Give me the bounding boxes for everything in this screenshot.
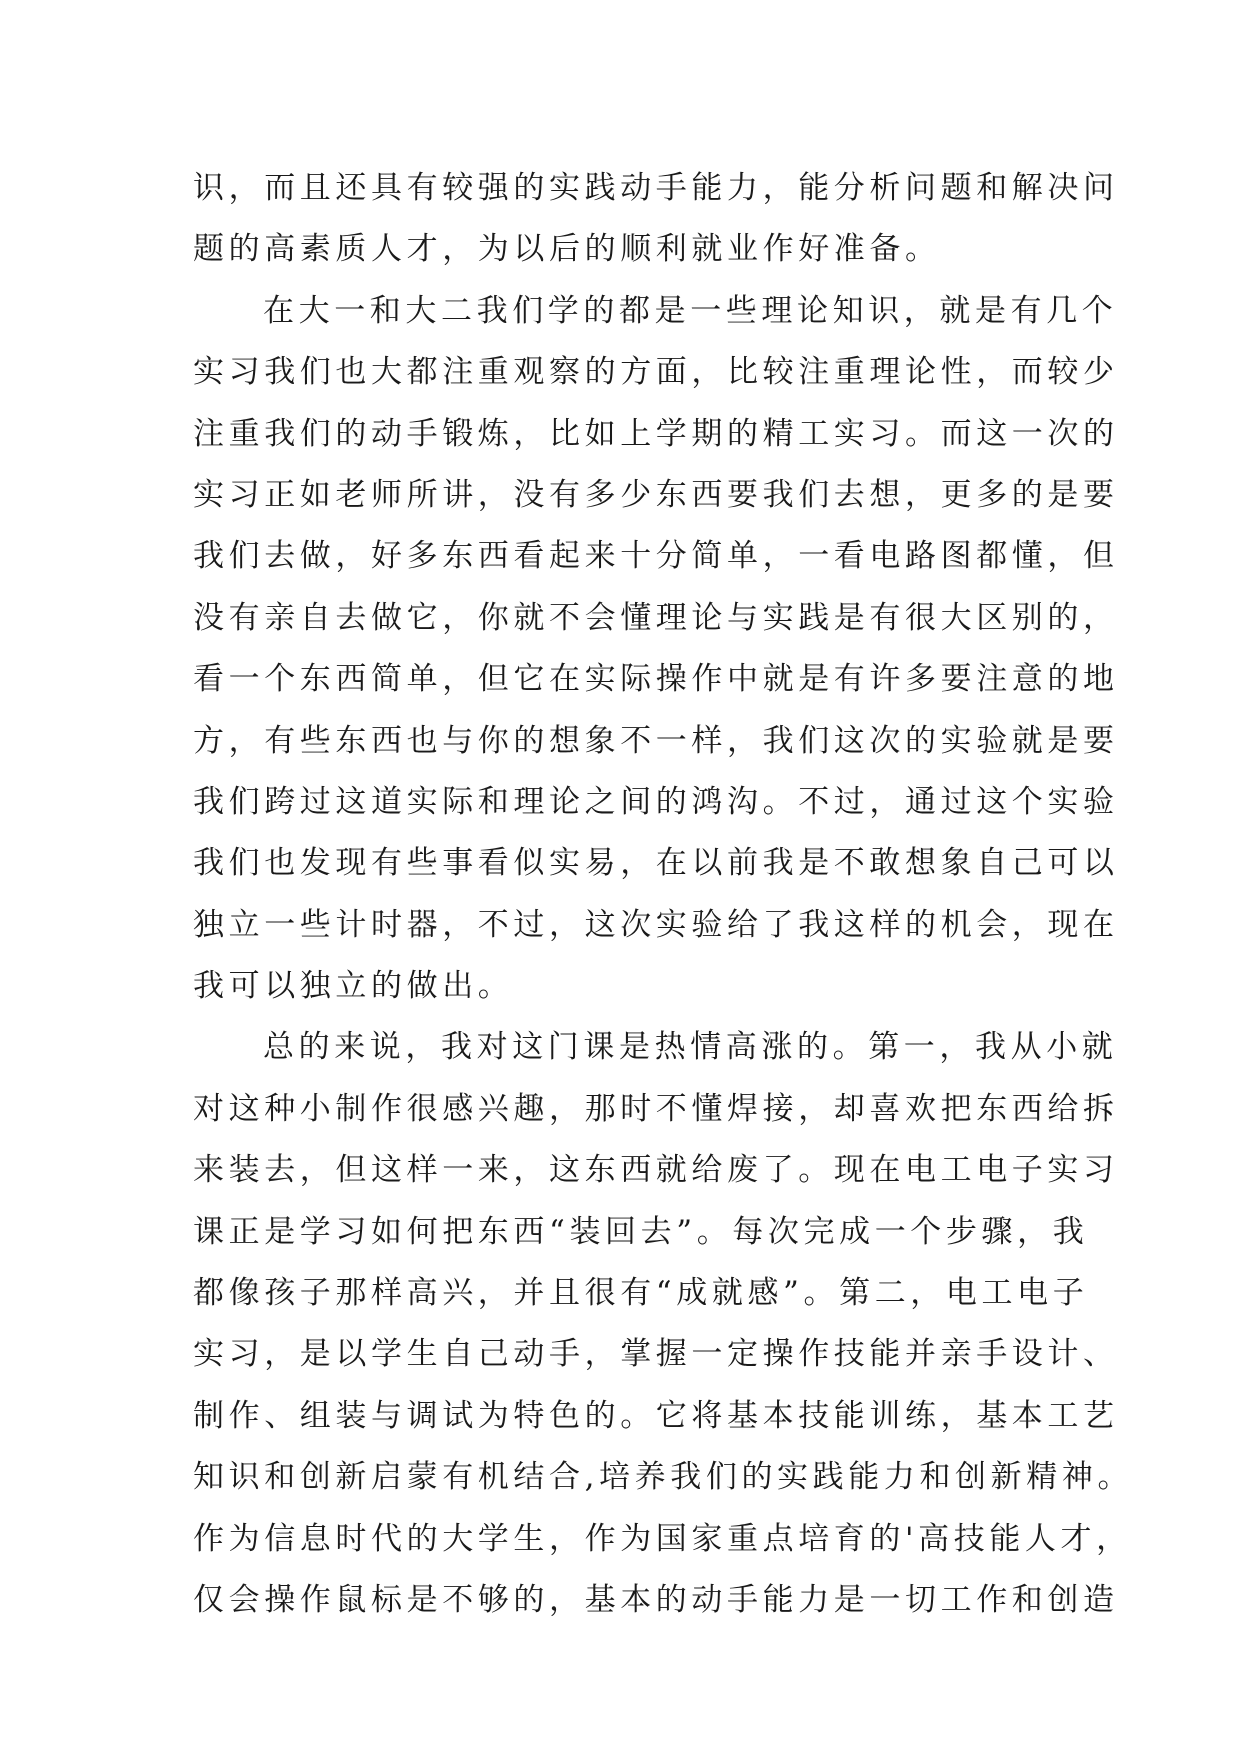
text-line: 题的高素质人才，为以后的顺利就业作好准备。 xyxy=(193,231,941,268)
text-line: 知识和创新启蒙有机结合,培养我们的实践能力和创新精神。 xyxy=(193,1459,1134,1496)
text-line: 仅会操作鼠标是不够的，基本的动手能力是一切工作和创造 xyxy=(193,1581,1119,1618)
paragraph-start-line: 在大一和大二我们学的都是一些理论知识，就是有几个 xyxy=(263,292,1118,329)
paragraph-start-line: 总的来说，我对这门课是热情高涨的。第一，我从小就 xyxy=(263,1029,1118,1066)
text-line: 我可以独立的做出。 xyxy=(193,968,514,1005)
text-line: 注重我们的动手锻炼，比如上学期的精工实习。而这一次的 xyxy=(193,415,1119,452)
text-line: 实习正如老师所讲，没有多少东西要我们去想，更多的是要 xyxy=(193,476,1119,513)
text-line: 识，而且还具有较强的实践动手能力，能分析问题和解决问 xyxy=(193,170,1119,206)
text-line: 没有亲自去做它，你就不会懂理论与实践是有很大区别的， xyxy=(193,599,1119,636)
text-line: 制作、组装与调试为特色的。它将基本技能训练，基本工艺 xyxy=(193,1397,1119,1434)
text-line: 独立一些计时器，不过，这次实验给了我这样的机会，现在 xyxy=(193,906,1119,943)
text-line: 实习，是以学生自己动手，掌握一定操作技能并亲手设计、 xyxy=(193,1336,1119,1373)
text-line: 我们也发现有些事看似实易，在以前我是不敢想象自己可以 xyxy=(193,845,1119,882)
text-line: 对这种小制作很感兴趣，那时不懂焊接，却喜欢把东西给拆 xyxy=(193,1090,1119,1127)
text-line: 作为信息时代的大学生，作为国家重点培育的'高技能人才， xyxy=(193,1520,1132,1557)
body-text xyxy=(193,158,1134,1631)
text-line: 看一个东西简单，但它在实际操作中就是有许多要注意的地 xyxy=(193,661,1119,698)
text-line: 我们去做，好多东西看起来十分简单，一看电路图都懂，但 xyxy=(193,538,1119,575)
text-line: 都像孩子那样高兴，并且很有“成就感”。第二，电工电子 xyxy=(193,1275,1089,1312)
text-line: 来装去，但这样一来，这东西就给废了。现在电工电子实习 xyxy=(193,1152,1119,1189)
text-line: 课正是学习如何把东西“装回去”。每次完成一个步骤，我 xyxy=(193,1213,1089,1250)
text-line: 实习我们也大都注重观察的方面，比较注重理论性，而较少 xyxy=(193,354,1119,391)
text-line: 我们跨过这道实际和理论之间的鸿沟。不过，通过这个实验 xyxy=(193,783,1119,820)
text-line: 方，有些东西也与你的想象不一样，我们这次的实验就是要 xyxy=(193,722,1119,759)
